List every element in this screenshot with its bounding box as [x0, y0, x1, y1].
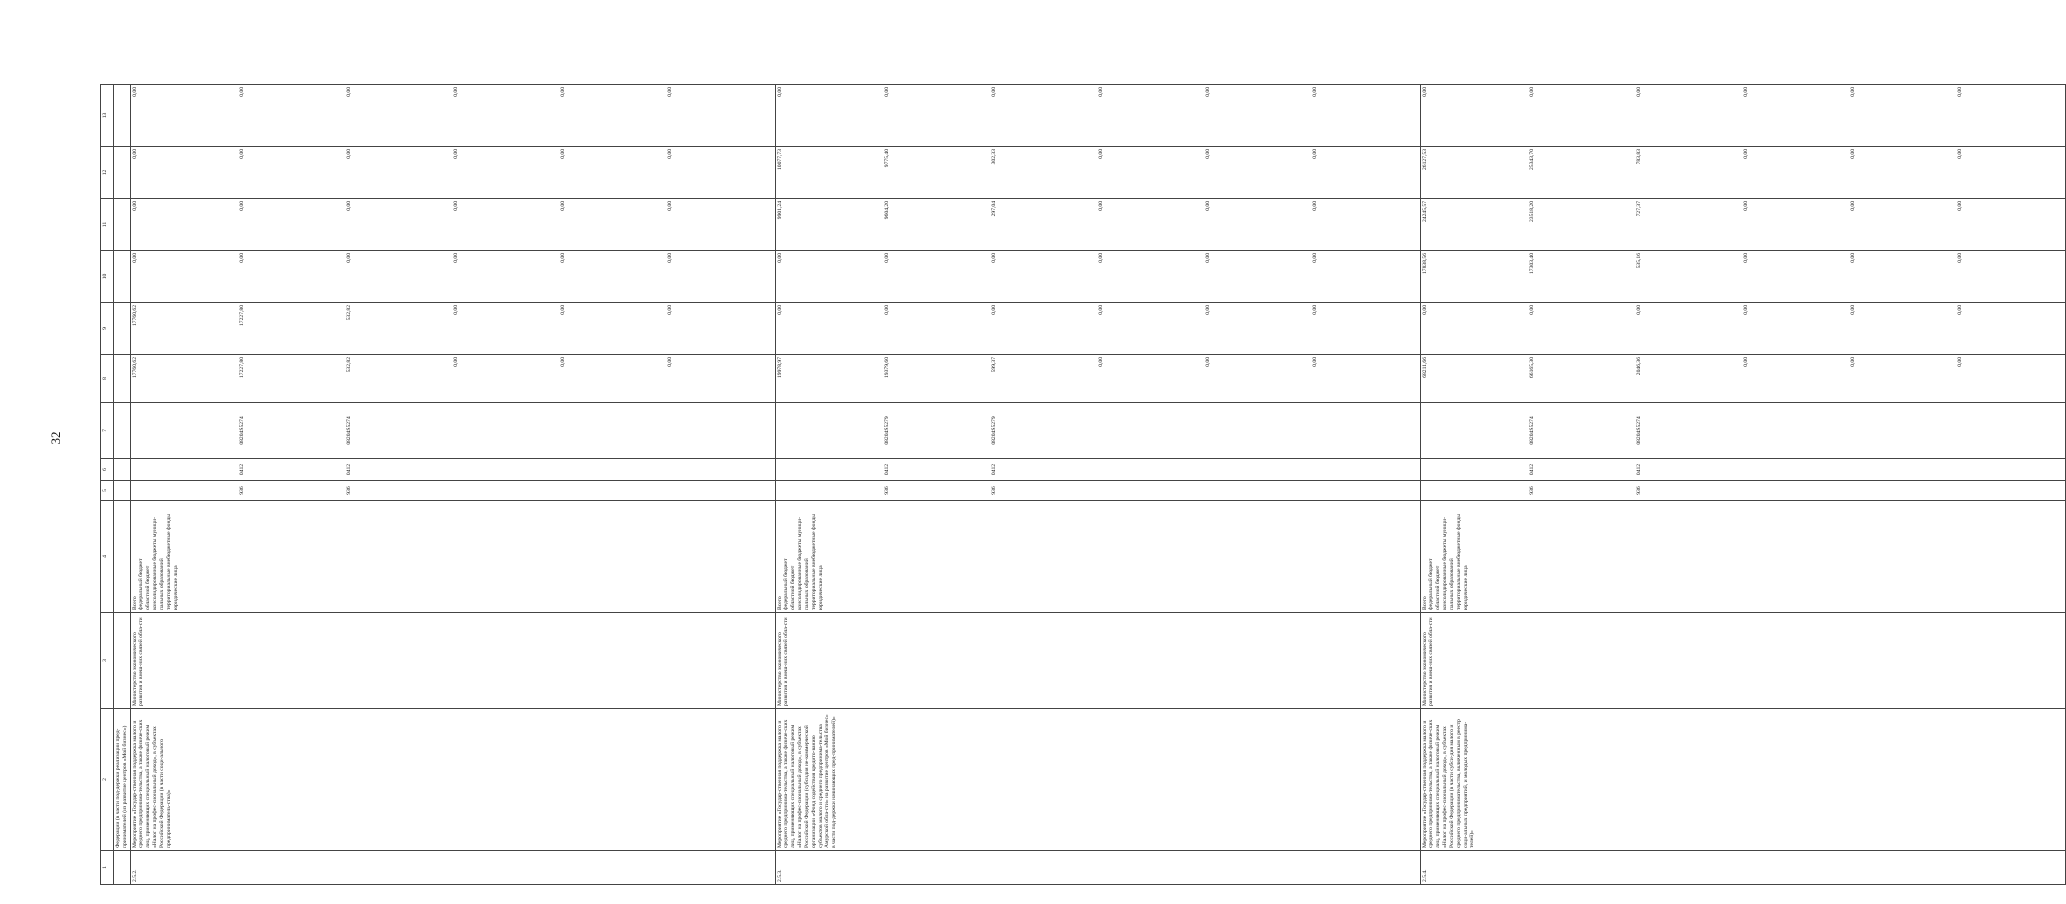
amount-c13-line: 0,00 — [1311, 87, 1318, 97]
funding-source-line: территориальные внебюджетные фонды — [165, 513, 172, 610]
amount-c8-line: 2046,36 — [1635, 357, 1642, 376]
amount-c13-line: 0,00 — [1849, 87, 1856, 97]
target-article-code-line — [453, 405, 560, 456]
amount-c13-line: 0,00 — [452, 87, 459, 97]
target-article-code-line: 08204S5274 — [238, 416, 245, 445]
amount-c10-line: 0,00 — [452, 253, 459, 263]
column-header: 9 — [101, 303, 114, 355]
amount-c8-line: 0,00 — [666, 357, 673, 367]
amount-c10-line: 0,00 — [666, 253, 673, 263]
section-code-line — [453, 461, 560, 478]
amount-c9-line: 17760,62 — [131, 305, 138, 326]
column-header: 10 — [101, 251, 114, 303]
amount-c11-line: 0,00 — [345, 201, 352, 211]
amount-c12-line: 25343,70 — [1528, 149, 1535, 170]
grbs-code — [775, 481, 1420, 501]
grbs-code-line: 936 — [883, 486, 890, 495]
funding-source-line: юридические лица — [817, 565, 824, 610]
amount-c11 — [130, 199, 775, 251]
target-article-code-line — [777, 405, 884, 456]
amount-c11-line: 0,00 — [131, 201, 138, 211]
grbs-code-line — [1098, 483, 1205, 498]
amount-c11-line: 0,00 — [1311, 201, 1318, 211]
measure-name: Федерации (в части под-держки реализации пред-принимателей (из развитие центров «Мой бизнес») — [114, 709, 131, 851]
amount-c9-line: 0,00 — [1097, 305, 1104, 315]
grbs-code-line — [1205, 483, 1312, 498]
target-article-code-line: 08204S5274 — [1635, 416, 1642, 445]
amount-c11-line: 0,00 — [1204, 201, 1211, 211]
grbs-code-line — [1957, 483, 2064, 498]
amount-c9-line: 0,00 — [1204, 305, 1211, 315]
amount-c13 — [130, 85, 775, 147]
funding-source-line: федеральный бюджет — [138, 558, 145, 610]
funding-source-line: Всего — [131, 596, 138, 610]
amount-c10 — [775, 251, 1420, 303]
funding-source — [1420, 501, 2065, 613]
funding-source-line: областной бюджет — [790, 565, 797, 610]
amount-c12-line: 0,00 — [1956, 149, 1963, 159]
row-number — [114, 851, 131, 885]
section-code-line — [1850, 461, 1957, 478]
amount-c10-line: 0,00 — [883, 253, 890, 263]
funding-source — [130, 501, 775, 613]
column-number-row — [101, 85, 114, 885]
amount-c8-line: 19978,97 — [776, 357, 783, 378]
amount-c12-line: 0,00 — [452, 149, 459, 159]
amount-c8 — [1420, 355, 2065, 403]
grbs-code — [130, 481, 775, 501]
amount-c10-line: 0,00 — [345, 253, 352, 263]
grbs-code-line — [560, 483, 667, 498]
section-code-line — [1098, 461, 1205, 478]
amount-c8-line: 68211,66 — [1421, 357, 1428, 378]
section-code-line: 0412 — [345, 463, 352, 476]
funding-source-line: юридические лица — [172, 565, 179, 610]
amount-c12-line: 0,00 — [1204, 149, 1211, 159]
column-header: 7 — [101, 403, 114, 459]
amount-c8 — [130, 355, 775, 403]
amount-c10-line: 0,00 — [1849, 253, 1856, 263]
amount-c11 — [1420, 199, 2065, 251]
amount-c8-line: 0,00 — [1204, 357, 1211, 367]
section-code-line — [1205, 461, 1312, 478]
column-header: 1 — [101, 851, 114, 885]
amount-c13-line: 0,00 — [1742, 87, 1749, 97]
amount-c11-line: 0,00 — [452, 201, 459, 211]
column-header: 6 — [101, 459, 114, 481]
amount-c12 — [775, 147, 1420, 199]
section-code-line: 0412 — [238, 463, 245, 476]
amount-c12-line: 0,00 — [1849, 149, 1856, 159]
table-row — [775, 85, 1420, 885]
grbs-code-line: 936 — [1635, 486, 1642, 495]
amount-c11-line: 0,00 — [1849, 201, 1856, 211]
funding-source-line: консолидированные бюджеты муници-пальных образований — [1442, 517, 1455, 610]
section-code-line — [132, 461, 239, 478]
amount-c9-line: 0,00 — [1956, 305, 1963, 315]
amount-c13-line: 0,00 — [1204, 87, 1211, 97]
target-article-code-line: 08204S5274 — [345, 416, 352, 445]
grbs-code-line: 936 — [1528, 486, 1535, 495]
amount-c12-line: 26127,53 — [1421, 149, 1428, 170]
amount-c8-line: 532,82 — [345, 357, 352, 373]
target-article-code — [1420, 403, 2065, 459]
funding-source-line: Всего — [1421, 596, 1428, 610]
amount-c12-line: 0,00 — [238, 149, 245, 159]
amount-c8-line: 0,00 — [1956, 357, 1963, 367]
section-code-line: 0412 — [990, 463, 997, 476]
amount-c13-line: 0,00 — [883, 87, 890, 97]
amount-c10-line: 0,00 — [776, 253, 783, 263]
amount-c8-line: 0,00 — [559, 357, 566, 367]
amount-c9-line: 0,00 — [883, 305, 890, 315]
grbs-code-line — [132, 483, 239, 498]
target-article-code-line: 08204S5279 — [883, 416, 890, 445]
amount-c11 — [775, 199, 1420, 251]
amount-c9-line: 0,00 — [990, 305, 997, 315]
grbs-code-line: 936 — [990, 486, 997, 495]
amount-c12-line: 0,00 — [1097, 149, 1104, 159]
amount-c8-line: 17227,80 — [238, 357, 245, 378]
amount-c10-line: 0,00 — [1742, 253, 1749, 263]
amount-c10-line: 0,00 — [559, 253, 566, 263]
column-header: 12 — [101, 147, 114, 199]
amount-c13-line: 0,00 — [666, 87, 673, 97]
amount-c12 — [130, 147, 775, 199]
target-article-code-line — [1422, 405, 1529, 456]
amount-c8 — [114, 355, 131, 403]
funding-source — [775, 501, 1420, 613]
funding-source-line: Всего — [776, 596, 783, 610]
target-article-code — [114, 403, 131, 459]
measure-name: Мероприятие «Государ-ственная поддержка малого и среднего предпринима-тельства, а также физиче-ских лиц, применяющих специальный налоговый режим «Налог на профес-сиональный доход», в субъектах Российской Федерации (в части соци-ального предприниматель-ства)» — [130, 709, 775, 851]
target-article-code — [130, 403, 775, 459]
amount-c13 — [775, 85, 1420, 147]
measure-name: Мероприятие «Государ-ственная поддержка малого и среднего предпринима-тельства, а также физиче-ских лиц, применяющих специальный налоговый режим «Налог на профес-сиональный доход», в субъектах Российской Федерации (в части субси-дия малого и среднего предпринимательства, включенным в реестр соци-альных предприятий, и молодых предпринима-телей)» — [1420, 709, 2065, 851]
section-code-line: 0412 — [883, 463, 890, 476]
amount-c11-line: 0,00 — [238, 201, 245, 211]
amount-c13-line: 0,00 — [990, 87, 997, 97]
amount-c13-line: 0,00 — [238, 87, 245, 97]
measure-name: Мероприятие «Государ-ственная поддержка малого и среднего предпринима-тельства, а также физиче-ских лиц, применяющих специальный налоговый режим «Налог на профес-сиональный доход», в субъектах Российской Федерации (субсидия не-коммерческой организации «Фонд содействия кредито-ванию субъектов малого и среднего предпринима-тельства Амурской обла-сти» на развитие центров «Мой бизнес» в части под-держки начинающих пред-принимателей)» — [775, 709, 1420, 851]
amount-c11-line: 0,00 — [559, 201, 566, 211]
section-code-line: 0412 — [1528, 463, 1535, 476]
amount-c12-line: 0,00 — [1311, 149, 1318, 159]
grbs-code — [114, 481, 131, 501]
amount-c11-line: 727,37 — [1635, 201, 1642, 217]
funding-source-line: юридические лица — [1462, 565, 1469, 610]
amount-c10-line: 0,00 — [1097, 253, 1104, 263]
target-article-code-line — [1098, 405, 1205, 456]
amount-c9-line: 0,00 — [666, 305, 673, 315]
responsible-executor: Министерство экономического развития и внеш-них связей обла-сти — [775, 613, 1420, 709]
grbs-code-line — [777, 483, 884, 498]
amount-c9 — [775, 303, 1420, 355]
funding-source-line: областной бюджет — [145, 565, 152, 610]
amount-c13 — [114, 85, 131, 147]
amount-c8-line: 0,00 — [1849, 357, 1856, 367]
amount-c11-line: 297,04 — [990, 201, 997, 217]
amount-c11-line: 9901,24 — [776, 201, 783, 220]
section-code-line — [1957, 461, 2064, 478]
amount-c13-line: 0,00 — [559, 87, 566, 97]
amount-c8-line: 0,00 — [452, 357, 459, 367]
amount-c13-line: 0,00 — [345, 87, 352, 97]
funding-source-line: консолидированные бюджеты муници-пальных образований — [152, 517, 165, 610]
amount-c11-line: 0,00 — [1742, 201, 1749, 211]
grbs-code-line — [1422, 483, 1529, 498]
table-row — [130, 85, 775, 885]
amount-c8-line: 17760,62 — [131, 357, 138, 378]
target-article-code-line — [667, 405, 774, 456]
target-article-code-line — [1850, 405, 1957, 456]
amount-c11-line: 0,00 — [1097, 201, 1104, 211]
amount-c12-line: 10077,73 — [776, 149, 783, 170]
grbs-code — [1420, 481, 2065, 501]
section-code — [1420, 459, 2065, 481]
grbs-code-line: 936 — [345, 486, 352, 495]
amount-c10-line: 0,00 — [238, 253, 245, 263]
column-header: 4 — [101, 501, 114, 613]
amount-c12-line: 783,83 — [1635, 149, 1642, 165]
amount-c10-line: 0,00 — [131, 253, 138, 263]
amount-c13-line: 0,00 — [1097, 87, 1104, 97]
amount-c9-line: 0,00 — [1311, 305, 1318, 315]
target-article-code-line — [1205, 405, 1312, 456]
amount-c12-line: 0,00 — [559, 149, 566, 159]
amount-c9-line: 532,82 — [345, 305, 352, 321]
amount-c8-line: 19379,60 — [883, 357, 890, 378]
amount-c12-line: 9775,40 — [883, 149, 890, 168]
amount-c8-line: 0,00 — [1097, 357, 1104, 367]
amount-c9-line: 0,00 — [559, 305, 566, 315]
amount-c9-line: 0,00 — [1635, 305, 1642, 315]
responsible-executor — [114, 613, 131, 709]
amount-c13-line: 0,00 — [1956, 87, 1963, 97]
amount-c10-line: 0,00 — [990, 253, 997, 263]
amount-c10 — [1420, 251, 2065, 303]
target-article-code-line — [1743, 405, 1850, 456]
grbs-code-line — [1850, 483, 1957, 498]
section-code-line — [1743, 461, 1850, 478]
row-number: 2.5.2. — [130, 851, 775, 885]
amount-c13-line: 0,00 — [1635, 87, 1642, 97]
grbs-code-line — [453, 483, 560, 498]
section-code-line — [667, 461, 774, 478]
section-code-line — [560, 461, 667, 478]
target-article-code-line — [132, 405, 239, 456]
amount-c10 — [130, 251, 775, 303]
rotated-table-page — [100, 85, 1963, 885]
amount-c10-line: 0,00 — [1311, 253, 1318, 263]
amount-c13-line: 0,00 — [776, 87, 783, 97]
section-code-line — [1422, 461, 1529, 478]
funding-source-line: федеральный бюджет — [1428, 558, 1435, 610]
target-article-code-line: 08204S5279 — [990, 416, 997, 445]
amount-c11-line: 0,00 — [666, 201, 673, 211]
table-row — [1420, 85, 2065, 885]
section-code-line — [1312, 461, 1419, 478]
column-header: 5 — [101, 481, 114, 501]
column-header: 2 — [101, 709, 114, 851]
grbs-code-line — [667, 483, 774, 498]
amount-c12 — [1420, 147, 2065, 199]
target-article-code — [775, 403, 1420, 459]
amount-c13 — [1420, 85, 2065, 147]
section-code — [130, 459, 775, 481]
grbs-code-line — [1743, 483, 1850, 498]
amount-c8-line: 66165,30 — [1528, 357, 1535, 378]
amount-c9-line: 0,00 — [1849, 305, 1856, 315]
amount-c9 — [114, 303, 131, 355]
column-header: 11 — [101, 199, 114, 251]
amount-c12-line: 0,00 — [1742, 149, 1749, 159]
amount-c11-line: 0,00 — [1956, 201, 1963, 211]
amount-c11 — [114, 199, 131, 251]
responsible-executor: Министерство экономического развития и внеш-них связей обла-сти — [130, 613, 775, 709]
column-header: 13 — [101, 85, 114, 147]
amount-c9 — [130, 303, 775, 355]
target-article-code-line: 08204S5274 — [1528, 416, 1535, 445]
section-code-line — [777, 461, 884, 478]
section-code — [114, 459, 131, 481]
amount-c10-line: 17838,56 — [1421, 253, 1428, 274]
funding-source — [114, 501, 131, 613]
funding-source-line: территориальные внебюджетные фонды — [810, 513, 817, 610]
amount-c13-line: 0,00 — [131, 87, 138, 97]
amount-c11-line: 23518,20 — [1528, 201, 1535, 222]
amount-c9-line: 0,00 — [1528, 305, 1535, 315]
amount-c9-line: 0,00 — [452, 305, 459, 315]
amount-c13-line: 0,00 — [1528, 87, 1535, 97]
section-code — [775, 459, 1420, 481]
amount-c12-line: 0,00 — [131, 149, 138, 159]
responsible-executor: Министерство экономического развития и внеш-них связей обла-сти — [1420, 613, 2065, 709]
amount-c13-line: 0,00 — [1421, 87, 1428, 97]
grbs-code-line: 936 — [238, 486, 245, 495]
row-number: 2.5.3. — [775, 851, 1420, 885]
amount-c12 — [114, 147, 131, 199]
grbs-code-line — [1312, 483, 1419, 498]
target-article-code-line — [560, 405, 667, 456]
amount-c9-line: 0,00 — [1742, 305, 1749, 315]
amount-c8-line: 599,37 — [990, 357, 997, 373]
amount-c10 — [114, 251, 131, 303]
target-article-code-line — [1957, 405, 2064, 456]
funding-source-line: консолидированные бюджеты муници-пальных образований — [797, 517, 810, 610]
table-row — [114, 85, 131, 885]
amount-c8 — [775, 355, 1420, 403]
funding-source-line: федеральный бюджет — [783, 558, 790, 610]
amount-c9-line: 17227,80 — [238, 305, 245, 326]
amount-c9-line: 0,00 — [1421, 305, 1428, 315]
funding-source-line: областной бюджет — [1435, 565, 1442, 610]
amount-c11-line: 24245,57 — [1421, 201, 1428, 222]
amount-c9 — [1420, 303, 2065, 355]
amount-c8-line: 0,00 — [1311, 357, 1318, 367]
amount-c12-line: 302,33 — [990, 149, 997, 165]
amount-c8-line: 0,00 — [1742, 357, 1749, 367]
row-number: 2.5.4. — [1420, 851, 2065, 885]
amount-c12-line: 0,00 — [666, 149, 673, 159]
amount-c10-line: 0,00 — [1204, 253, 1211, 263]
funding-source-line: территориальные внебюджетные фонды — [1455, 513, 1462, 610]
funding-table — [100, 84, 2066, 885]
amount-c9-line: 0,00 — [776, 305, 783, 315]
target-article-code-line — [1312, 405, 1419, 456]
amount-c11-line: 9604,20 — [883, 201, 890, 220]
amount-c10-line: 535,16 — [1635, 253, 1642, 269]
amount-c10-line: 17303,40 — [1528, 253, 1535, 274]
column-header: 8 — [101, 355, 114, 403]
amount-c10-line: 0,00 — [1956, 253, 1963, 263]
amount-c12-line: 0,00 — [345, 149, 352, 159]
section-code-line: 0412 — [1635, 463, 1642, 476]
column-header: 3 — [101, 613, 114, 709]
page-number: 32 — [48, 431, 63, 445]
